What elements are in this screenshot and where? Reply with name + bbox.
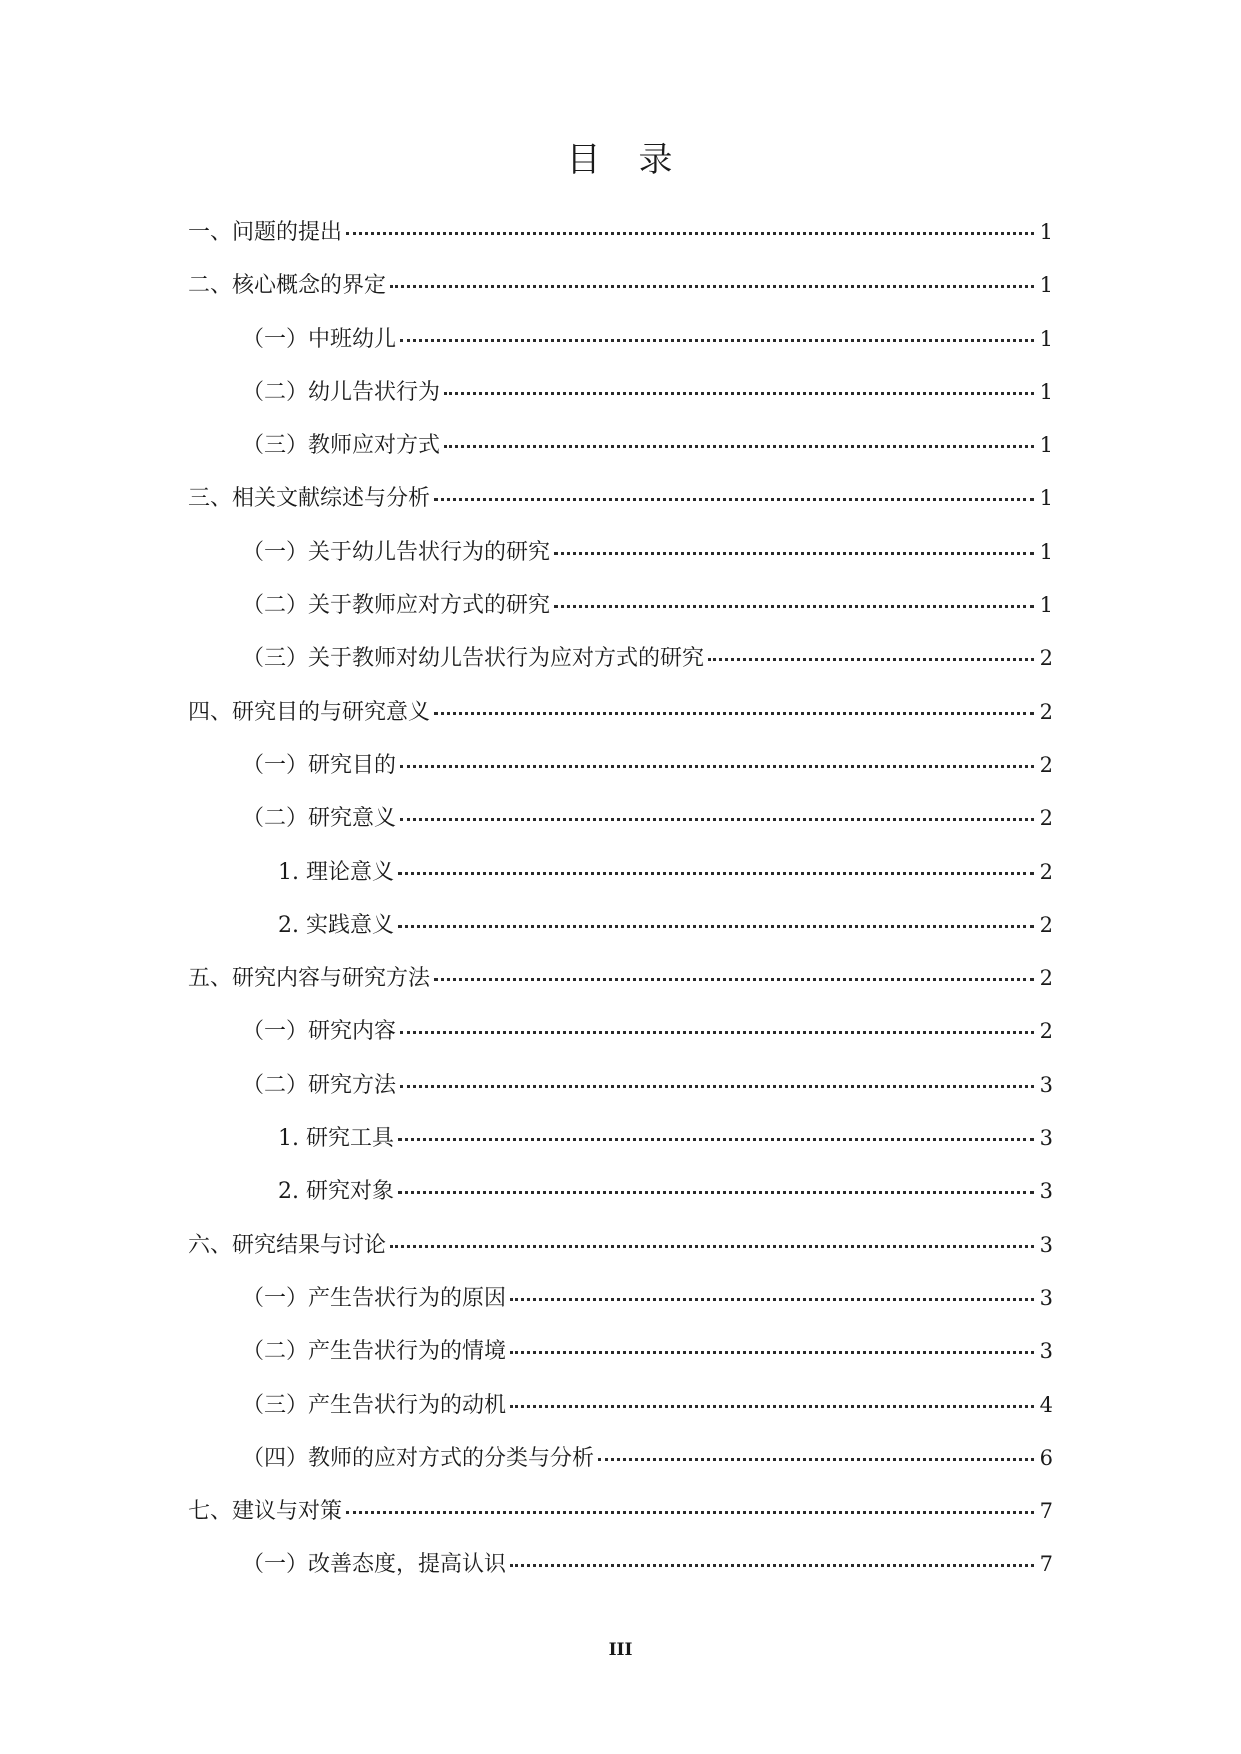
toc-entry-label: 2. 实践意义 — [278, 912, 394, 938]
toc-entry[interactable] — [188, 1165, 1053, 1218]
toc-entry-page: 7 — [1039, 1499, 1053, 1524]
toc-entry-label: （三）关于教师对幼儿告状行为应对方式的研究 — [242, 646, 705, 672]
toc-entry-page: 3 — [1039, 1232, 1053, 1257]
toc-entry[interactable] — [188, 1538, 1053, 1591]
toc-entry[interactable] — [188, 686, 1053, 739]
toc-entry[interactable] — [188, 899, 1053, 952]
toc-entry[interactable] — [188, 1112, 1053, 1165]
dot-leader — [400, 1030, 1034, 1034]
toc-entry[interactable] — [188, 206, 1053, 259]
dot-leader — [510, 1350, 1034, 1354]
toc-entry[interactable] — [188, 313, 1053, 366]
toc-entry[interactable] — [188, 1219, 1053, 1272]
toc-entry-label: （二）产生告状行为的情境 — [242, 1339, 507, 1365]
toc-entry[interactable] — [188, 472, 1053, 525]
toc-entry[interactable] — [188, 846, 1053, 899]
toc-entry-page: 3 — [1039, 1072, 1053, 1097]
dot-leader — [346, 1510, 1034, 1514]
dot-leader — [398, 1190, 1034, 1194]
toc-entry-label: 1. 研究工具 — [278, 1126, 394, 1152]
toc-entry-label: 三、相关文献综述与分析 — [188, 486, 431, 512]
toc-entry-label: （二）关于教师应对方式的研究 — [242, 593, 551, 619]
toc-entry-label: 四、研究目的与研究意义 — [188, 699, 431, 725]
toc-entry[interactable] — [188, 419, 1053, 472]
dot-leader — [398, 871, 1034, 875]
toc-entry-label: （二）研究意义 — [242, 806, 397, 832]
toc-entry-page: 6 — [1039, 1445, 1053, 1470]
toc-entry[interactable] — [188, 1432, 1053, 1485]
dot-leader — [444, 391, 1034, 395]
toc-entry[interactable] — [188, 739, 1053, 792]
toc-entry-label: 1. 理论意义 — [278, 859, 394, 885]
dot-leader — [390, 284, 1034, 288]
toc-entry-page: 2 — [1039, 646, 1053, 671]
toc-entry-label: （三）教师应对方式 — [242, 433, 441, 459]
toc-entry[interactable] — [188, 366, 1053, 419]
dot-leader — [434, 711, 1034, 715]
toc-entry-page: 3 — [1039, 1339, 1053, 1364]
toc-entry-page: 2 — [1039, 699, 1053, 724]
toc-entry-label: 七、建议与对策 — [188, 1499, 343, 1525]
toc-entry-label: （一）产生告状行为的原因 — [242, 1285, 507, 1311]
toc-entry-label: 六、研究结果与讨论 — [188, 1232, 387, 1258]
dot-leader — [398, 1137, 1034, 1141]
toc-entry-label: （二）幼儿告状行为 — [242, 379, 441, 405]
dot-leader — [510, 1563, 1034, 1567]
toc-entry-label: （一）中班幼儿 — [242, 326, 397, 352]
dot-leader — [598, 1457, 1034, 1461]
dot-leader — [510, 1404, 1034, 1408]
dot-leader — [346, 231, 1034, 235]
dot-leader — [390, 1244, 1034, 1248]
toc-entry-label: （一）关于幼儿告状行为的研究 — [242, 539, 551, 565]
toc-entry[interactable] — [188, 792, 1053, 845]
toc-entry[interactable] — [188, 1325, 1053, 1378]
toc-entry[interactable] — [188, 1485, 1053, 1538]
toc-entry-page: 1 — [1039, 326, 1053, 351]
dot-leader — [400, 1084, 1034, 1088]
dot-leader — [554, 604, 1034, 608]
toc-entry[interactable] — [188, 579, 1053, 632]
page-number: III — [608, 1640, 633, 1660]
toc-entry-page: 2 — [1039, 912, 1053, 937]
dot-leader — [434, 977, 1034, 981]
toc-entry-page: 3 — [1039, 1179, 1053, 1204]
toc-entry-page: 1 — [1039, 273, 1053, 298]
dot-leader — [398, 924, 1034, 928]
toc-entry-label: 一、问题的提出 — [188, 220, 343, 245]
toc-entry[interactable] — [188, 632, 1053, 685]
toc-entry-page: 4 — [1039, 1392, 1053, 1417]
toc-entry[interactable] — [188, 1379, 1053, 1432]
toc-entry-label: （二）研究方法 — [242, 1072, 397, 1098]
toc-entry-page: 3 — [1039, 1285, 1053, 1310]
toc-entry-page: 2 — [1039, 1019, 1053, 1044]
toc-entry-page: 1 — [1039, 593, 1053, 618]
toc-entry-page: 7 — [1039, 1552, 1053, 1577]
dot-leader — [444, 444, 1034, 448]
toc-entry-page: 1 — [1039, 433, 1053, 458]
toc-entry[interactable] — [188, 1272, 1053, 1325]
toc-title: 目 录 — [566, 140, 675, 180]
toc-entry[interactable] — [188, 526, 1053, 579]
dot-leader — [400, 817, 1034, 821]
toc-entry-page: 1 — [1039, 486, 1053, 511]
toc-entry-page: 3 — [1039, 1126, 1053, 1151]
dot-leader — [400, 764, 1034, 768]
dot-leader — [554, 551, 1034, 555]
toc-entry-page: 1 — [1039, 220, 1053, 244]
toc-entry-page: 2 — [1039, 966, 1053, 991]
toc-entry-label: 五、研究内容与研究方法 — [188, 966, 431, 992]
toc-entry-label: （一）研究内容 — [242, 1019, 397, 1045]
toc-entry-label: （四）教师的应对方式的分类与分析 — [242, 1445, 595, 1471]
toc-entry[interactable] — [188, 1059, 1053, 1112]
dot-leader — [434, 497, 1034, 501]
toc-entry-label: 二、核心概念的界定 — [188, 273, 387, 299]
toc-entry[interactable] — [188, 259, 1053, 312]
toc-entry-page: 1 — [1039, 539, 1053, 564]
toc-entry-label: （一）改善态度，提高认识 — [242, 1552, 507, 1578]
toc-entry[interactable] — [188, 952, 1053, 1005]
dot-leader — [510, 1297, 1034, 1301]
toc-entry-label: （一）研究目的 — [242, 752, 397, 778]
toc-entry-page: 1 — [1039, 379, 1053, 404]
toc-entry-label: 2. 研究对象 — [278, 1179, 394, 1205]
toc-entry-page: 2 — [1039, 752, 1053, 777]
toc-entry-page: 2 — [1039, 806, 1053, 831]
toc-entry[interactable] — [188, 1005, 1053, 1058]
toc-entry-page: 2 — [1039, 859, 1053, 884]
dot-leader — [708, 657, 1034, 661]
toc-entry-label: （三）产生告状行为的动机 — [242, 1392, 507, 1418]
dot-leader — [400, 338, 1034, 342]
table-of-contents — [188, 206, 1053, 1592]
